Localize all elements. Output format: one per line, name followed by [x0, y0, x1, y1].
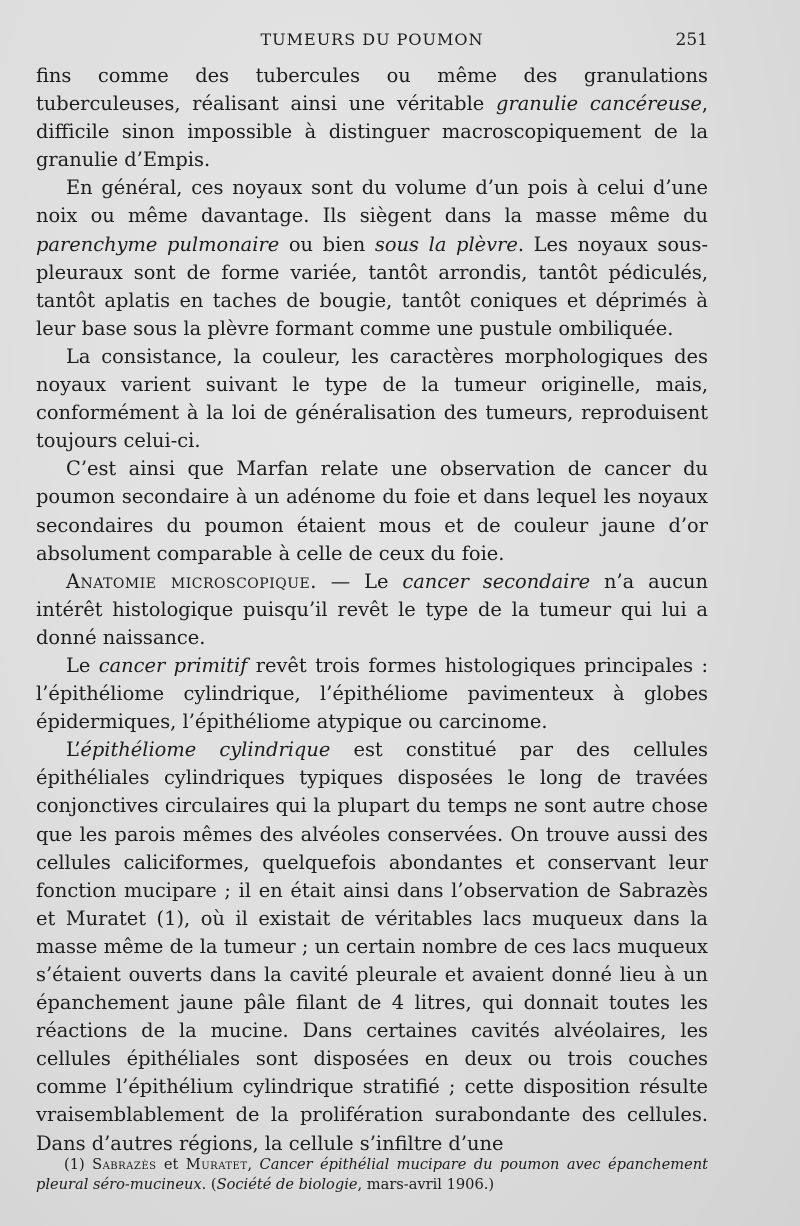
paragraph — [36, 736, 708, 1157]
text-run: fins comme des tubercules ou même des granulations tuberculeuses, réalisant ainsi une véritable — [36, 64, 708, 116]
page-number: 251 — [675, 30, 708, 50]
italic-text: cancer secondaire — [402, 569, 591, 593]
footnote — [36, 1155, 708, 1195]
text-run: revêt trois formes histologiques principales : l’épithéliome cylindrique, l’épithéliome pavimenteux à globes épidermiques, l’épithéliome atypique ou carcinome. — [36, 653, 709, 734]
text-run: C’est ainsi que Marfan relate une observation de cancer du poumon secondaire à un adénome du foie et dans lequel les noyaux secondaires du poumon étaient mous et de couleur jaune d’or absolument comparable à celle de ceux du foie. — [36, 457, 708, 565]
italic-text: sous la plèvre — [374, 232, 518, 256]
text-run: Le — [66, 653, 99, 677]
small-caps-text: Sabrazès — [92, 1156, 157, 1173]
italic-text: Cancer épithélial mucipare du poumon avec épanchement pleural séro-mucineux — [36, 1156, 709, 1193]
text-run: , — [247, 1156, 260, 1173]
page-header — [36, 28, 708, 52]
running-title: TUMEURS DU POUMON — [260, 30, 484, 49]
text-run: (1) — [64, 1156, 93, 1173]
small-caps-text: Muratet — [185, 1156, 248, 1173]
italic-text: cancer primitif — [98, 653, 248, 677]
text-run: ou bien — [279, 232, 375, 256]
paragraph — [36, 174, 708, 343]
paragraph — [36, 652, 708, 736]
text-run: et — [156, 1156, 186, 1173]
text-run: L’ — [66, 738, 81, 762]
text-run: En général, ces noyaux sont du volume d’un pois à celui d’une noix ou même davantage. Ils siègent dans la masse même du — [36, 176, 708, 228]
text-run: , mars-avril 1906.) — [357, 1176, 495, 1193]
italic-text: épithéliome cylindrique — [80, 738, 331, 762]
text-run: n’a aucun intérêt histologique puisqu’il revêt le type de la tumeur qui lui a donné naissance. — [36, 569, 708, 649]
text-run: . Les noyaux sous-pleuraux sont de forme variée, tantôt arrondis, tantôt pédiculés, tantôt aplatis en taches de bougie, tantôt coniques et déprimés à leur base sous la plèvre formant comme une pustule ombiliquée. — [36, 232, 708, 340]
italic-text: Société de biologie — [216, 1176, 358, 1193]
small-caps-text: Anatomie microscopique. — [66, 569, 317, 593]
text-run: — Le — [316, 569, 403, 593]
body-text — [36, 62, 708, 1158]
italic-text: granulie cancéreuse — [496, 92, 702, 116]
text-run: . ( — [201, 1176, 217, 1193]
italic-text: parenchyme pulmonaire — [36, 232, 280, 256]
paragraph — [36, 343, 708, 455]
text-run: , difficile sinon impossible à distinguer macroscopiquement de la granulie d’Empis. — [36, 92, 708, 172]
paragraph — [36, 568, 708, 652]
text-run: La consistance, la couleur, les caractères morphologiques des noyaux varient suivant le type de la tumeur originelle, mais, conformément à la loi de généralisation des tumeurs, reproduisent toujours celui-ci. — [36, 344, 708, 453]
paragraph — [36, 455, 708, 567]
paragraph — [36, 62, 708, 174]
text-run: est constitué par des cellules épithéliales cylindriques typiques disposées le long de travées conjonctives circulaires qui la plupart du temps ne sont autre chose que les parois mêmes des alvéoles conservées. On trouve aussi des cellules caliciformes, quelquefois abondantes et conservant leur fonction mucipare ; il en était ainsi dans l’observation de Sabrazès et Muratet (1), où il existait de véritables lacs muqueux dans la masse même de la tumeur ; un certain nombre de ces lacs muqueux s’étaient ouverts dans la cavité pleurale et avaient donné lieu à un épanchement jaune pâle filant de 4 litres, qui donnait toutes les réactions de la mucine. Dans certaines cavités alvéolaires, les cellules épithéliales sont disposées en deux ou trois couches comme l’épithélium cylindrique stratifié ; cette disposition résulte vraisemblablement de la prolifération surabondante des cellules. Dans d’autres régions, la cellule s’infiltre d’une — [36, 738, 708, 1155]
